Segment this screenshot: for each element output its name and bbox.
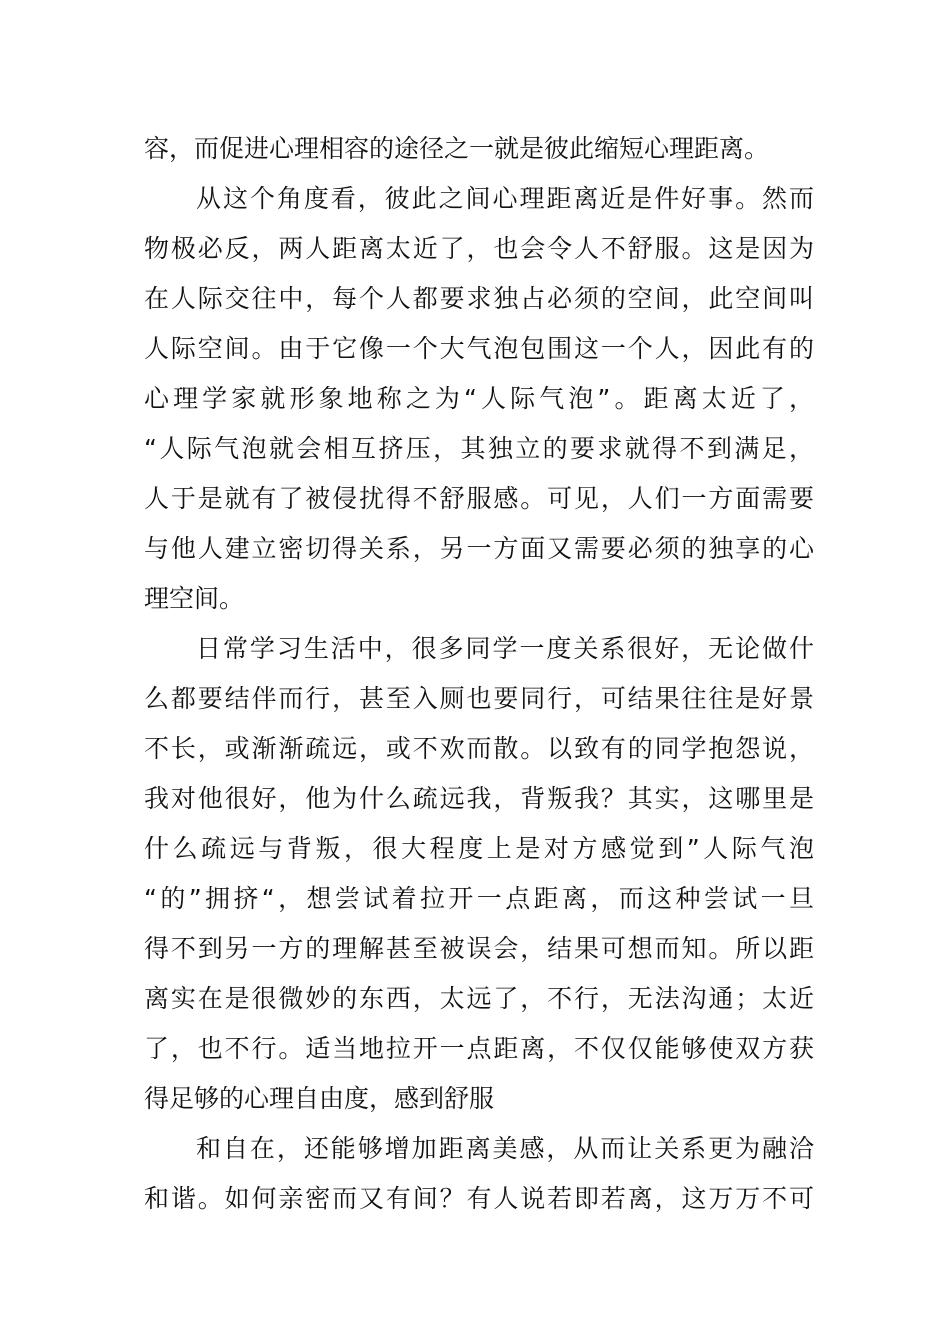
- text-line: 心理学家就形象地称之为“人际气泡”。距离太近了，: [144, 384, 814, 413]
- text-line: “的”拥挤“，想尝试着拉开一点距离，而这种尝试一旦: [144, 884, 814, 913]
- text-line: 什么疏远与背叛，很大程度上是对方感觉到”人际气泡: [144, 834, 814, 863]
- text-line: 容，而促进心理相容的途径之一就是彼此缩短心理距离。: [144, 134, 770, 163]
- text-line: 与他人建立密切得关系，另一方面又需要必须的独享的心: [144, 534, 814, 563]
- body-text: [144, 124, 814, 1224]
- text-line: 从这个角度看，彼此之间心理距离近是件好事。然而: [196, 184, 814, 213]
- text-line: 在人际交往中，每个人都要求独占必须的空间，此空间叫: [144, 284, 814, 313]
- text-line: 日常学习生活中，很多同学一度关系很好，无论做什: [196, 634, 814, 663]
- text-line: 人际空间。由于它像一个大气泡包围这一个人，因此有的: [144, 334, 814, 363]
- text-line: 物极必反，两人距离太近了，也会令人不舒服。这是因为: [144, 234, 814, 263]
- text-line: 得足够的心理自由度，感到舒服: [144, 1084, 495, 1113]
- text-line: 得不到另一方的理解甚至被误会，结果可想而知。所以距: [144, 934, 814, 963]
- text-line: 人于是就有了被侵扰得不舒服感。可见，人们一方面需要: [144, 484, 814, 513]
- text-line: 和自在，还能够增加距离美感，从而让关系更为融洽: [196, 1134, 814, 1163]
- text-line: 和谐。如何亲密而又有间？有人说若即若离，这万万不可: [144, 1184, 814, 1213]
- text-line: 离实在是很微妙的东西，太远了，不行，无法沟通；太近: [144, 984, 814, 1013]
- text-line: “人际气泡就会相互挤压，其独立的要求就得不到满足，: [144, 434, 814, 463]
- text-line: 理空间。: [144, 584, 245, 613]
- text-line: 么都要结伴而行，甚至入厕也要同行，可结果往往是好景: [144, 684, 814, 713]
- text-line: 我对他很好，他为什么疏远我，背叛我？其实，这哪里是: [144, 784, 814, 813]
- text-line: 了，也不行。适当地拉开一点距离，不仅仅能够使双方获: [144, 1034, 814, 1063]
- text-line: 不长，或渐渐疏远，或不欢而散。以致有的同学抱怨说，: [144, 734, 814, 763]
